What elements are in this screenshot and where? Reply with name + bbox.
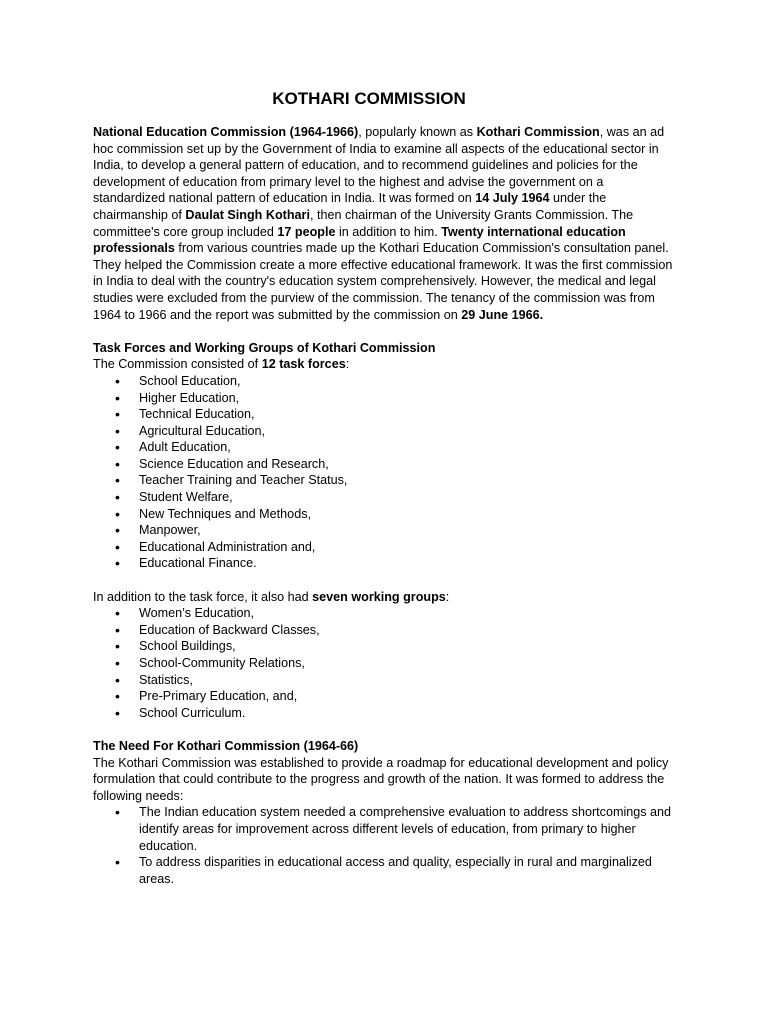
need-paragraph: The Kothari Commission was established to provide a roadmap for educational development and policy formulation that could contribute to the progress and growth of the nation. It was formed to address the following needs:: [93, 755, 669, 803]
task-forces-lead: The Commission consisted of 12 task forces:: [93, 357, 350, 372]
list-item: • School-Community Relations,: [93, 655, 675, 672]
spacer: [93, 721, 675, 738]
list-item: • Student Welfare,: [93, 489, 675, 506]
list-item: • Manpower,: [93, 522, 675, 539]
intro-text-3: under the chairmanship of: [93, 191, 607, 222]
working-groups-count: seven working groups: [312, 589, 446, 604]
intro-bold-chairman: Daulat Singh Kothari: [185, 207, 310, 222]
intro-bold-people: 17 people: [277, 224, 336, 239]
list-item: • Educational Administration and,: [93, 539, 675, 556]
list-item: • School Education,: [93, 373, 675, 390]
list-item: • Technical Education,: [93, 406, 675, 423]
intro-text-5: in addition to him.: [335, 224, 442, 239]
list-item: • Agricultural Education,: [93, 423, 675, 440]
task-forces-list: [93, 373, 675, 572]
working-groups-list: [93, 605, 675, 721]
list-item: • Educational Finance.: [93, 555, 675, 572]
list-item: • School Buildings,: [93, 638, 675, 655]
intro-bold-kothari: Kothari Commission: [476, 125, 600, 139]
spacer: [93, 323, 675, 340]
list-item: • To address disparities in educational access and quality, especially in rural and marginalized areas.: [93, 854, 675, 887]
list-item: • The Indian education system needed a comprehensive evaluation to address shortcomings and identify areas for improvement across different levels of education, from primary to higher education.: [93, 804, 675, 854]
list-item: • Statistics,: [93, 672, 675, 689]
list-item: • Higher Education,: [93, 390, 675, 407]
intro-bold-report-date: 29 June 1966.: [461, 307, 544, 322]
task-forces-count: 12 task forces: [261, 357, 346, 372]
intro-text-1: , popularly known as: [358, 125, 477, 139]
working-groups-lead: In addition to the task force, it also had seven working groups:: [93, 589, 450, 604]
intro-text-2: , was an ad hoc commission set up by the Government of India to examine all aspects of the educational sector in India, to develop a general pattern of education, and to recommend guidelines and policies for the development of education from primary level to the highest and advise the government on a standardized national pattern of education in India. It was formed on: [93, 125, 665, 206]
list-item: • Teacher Training and Teacher Status,: [93, 472, 675, 489]
list-item: • Women’s Education,: [93, 605, 675, 622]
list-item: • Education of Backward Classes,: [93, 622, 675, 639]
document-content: [93, 88, 675, 887]
need-list: [93, 804, 675, 887]
need-heading: The Need For Kothari Commission (1964-66): [93, 738, 359, 753]
list-item: • Science Education and Research,: [93, 456, 675, 473]
task-forces-heading: Task Forces and Working Groups of Kothari Commission: [93, 340, 436, 355]
intro-bold-date: 14 July 1964: [475, 191, 550, 206]
spacer: [93, 572, 675, 589]
intro-text-4: , then chairman of the University Grants Commission. The committee's core group included: [93, 207, 634, 239]
document-title: KOTHARI COMMISSION: [272, 89, 466, 108]
intro-bold-professionals: Twenty international education professionals: [93, 224, 626, 256]
list-item: • School Curriculum.: [93, 705, 675, 722]
list-item: • Adult Education,: [93, 439, 675, 456]
list-item: • Pre-Primary Education, and,: [93, 688, 675, 705]
intro-bold-commission-name: National Education Commission (1964-1966): [93, 125, 359, 139]
list-item: • New Techniques and Methods,: [93, 506, 675, 523]
intro-paragraph: [93, 124, 675, 323]
intro-text-6: from various countries made up the Kothari Education Commission's consultation panel. They helped the Commission create a more effective educational framework. It was the first commission in India to deal with the country's education system comprehensively. However, the medical and legal studies were excluded from the purview of the commission. The tenancy of the commission was from 1964 to 1966 and the report was submitted by the commission on: [93, 241, 673, 322]
